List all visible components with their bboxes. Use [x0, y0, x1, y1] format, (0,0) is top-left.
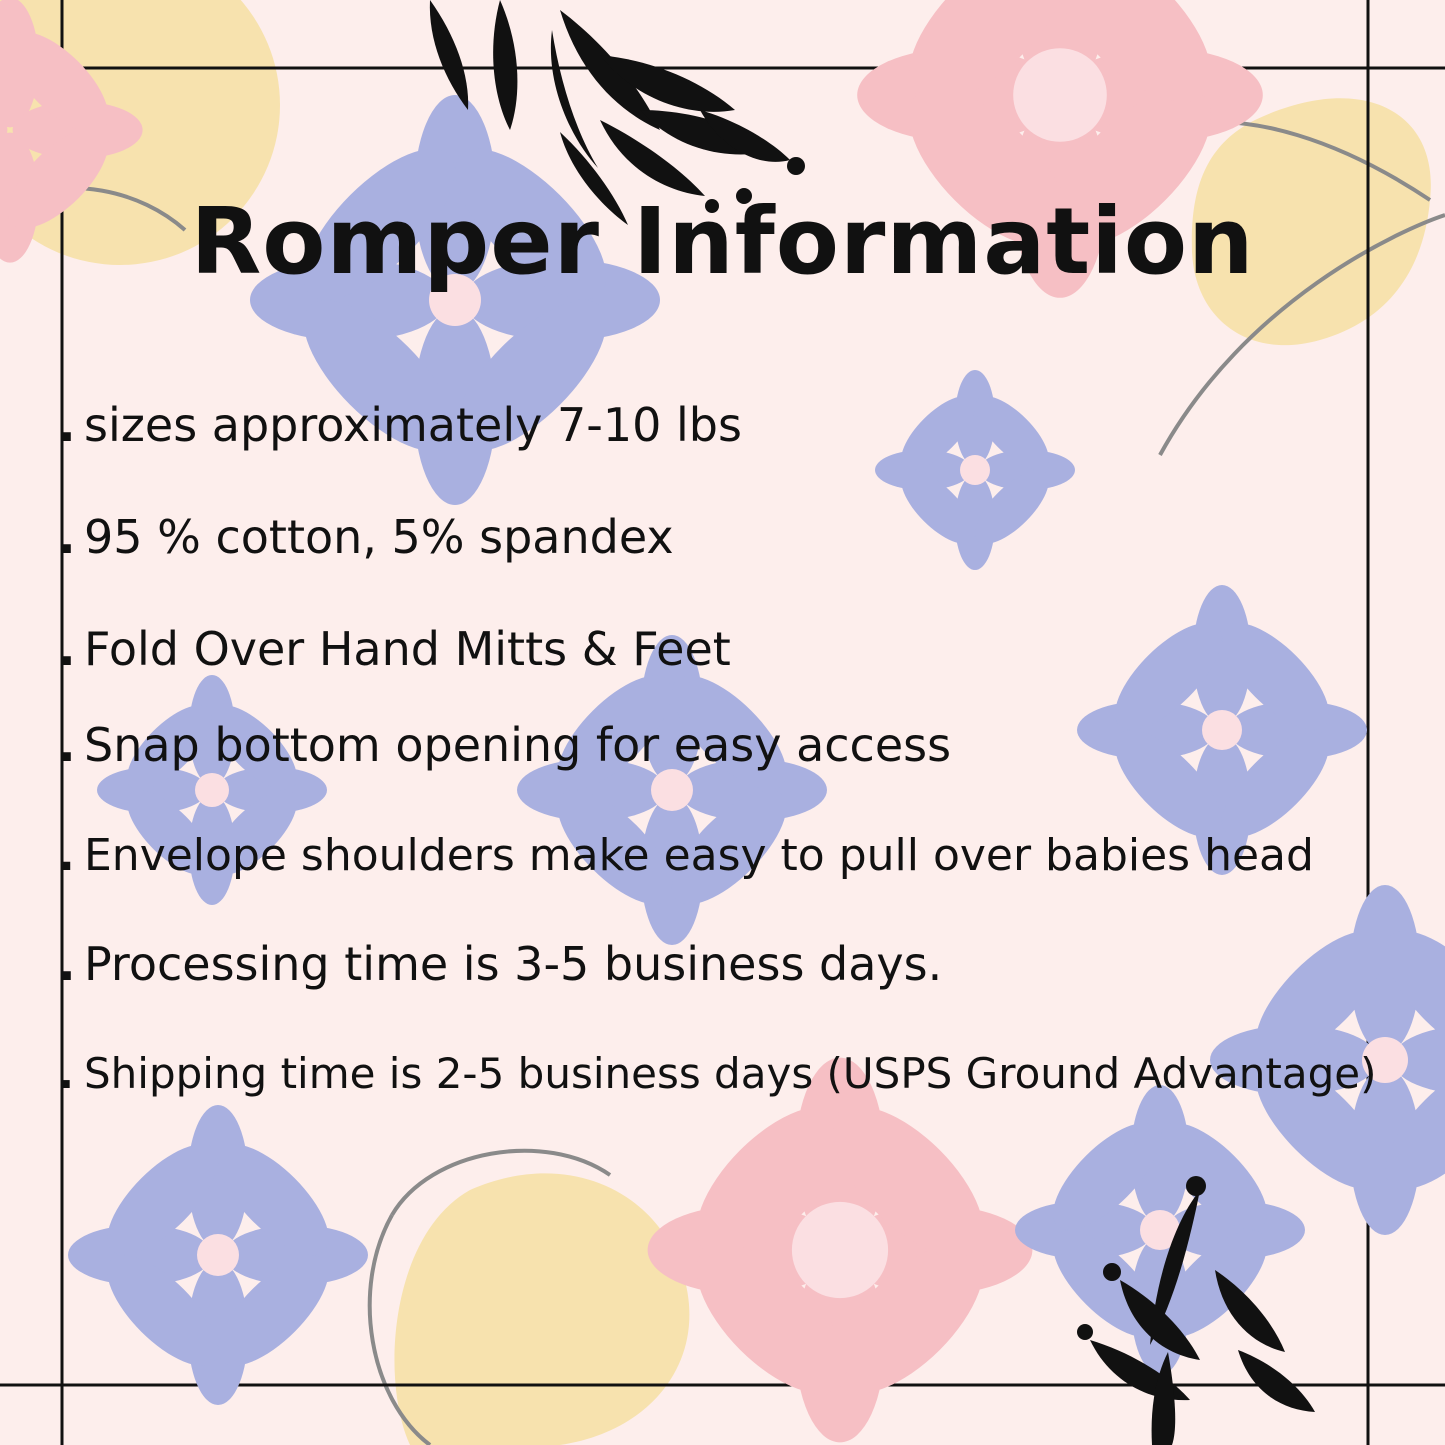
list-item	[58, 937, 1398, 991]
bullet-marker: .	[58, 718, 76, 772]
list-item	[58, 1049, 1398, 1098]
list-item-label: Snap bottom opening for easy access	[84, 718, 952, 772]
list-item-label: Envelope shoulders make easy to pull over babies head	[84, 830, 1314, 881]
bullet-marker: .	[58, 830, 75, 881]
bullet-list	[58, 398, 1398, 1098]
bullet-marker: .	[58, 510, 76, 564]
list-item-label: Fold Over Hand Mitts & Feet	[84, 622, 731, 676]
list-item	[58, 510, 1398, 564]
list-item	[58, 398, 1398, 452]
page-title: Romper Information	[190, 188, 1255, 295]
list-item	[58, 718, 1398, 772]
list-item	[58, 622, 1398, 676]
list-item-label: Shipping time is 2-5 business days (USPS Ground Advantage)	[84, 1049, 1377, 1098]
list-item	[58, 830, 1398, 881]
bullet-marker: .	[58, 1049, 74, 1098]
list-item-label: 95 % cotton, 5% spandex	[84, 510, 674, 564]
list-item-label: Processing time is 3-5 business days.	[84, 937, 943, 991]
bullet-marker: .	[58, 937, 76, 991]
bullet-marker: .	[58, 398, 76, 452]
list-item-label: sizes approximately 7-10 lbs	[84, 398, 742, 452]
bullet-marker: .	[58, 622, 76, 676]
